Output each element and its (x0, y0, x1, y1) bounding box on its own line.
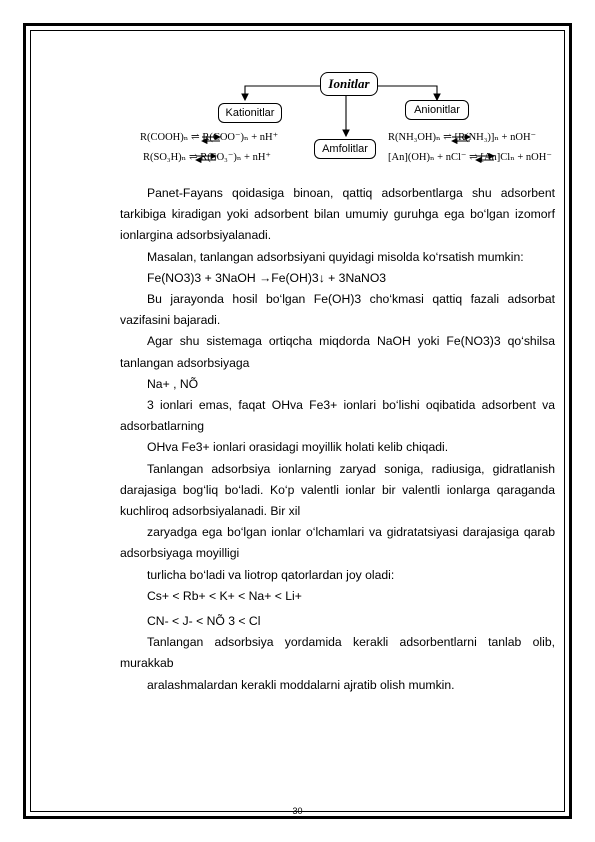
paragraph: Agar shu sistemaga ortiqcha miqdorda NaOH yoki Fe(NO3)3 qo‘shilsa tanlangan adsorbsiyaga (120, 334, 555, 370)
anionit-equation-1: R(NH₃OH)ₙ ⇌ [R(NH₃)]ₙ + nOH⁻ (388, 132, 537, 143)
equation: Fe(NO3)3 + 3NaOH →Fe(OH)3↓ + 3NaNO3 (147, 270, 387, 285)
paragraph: zaryadga ega bo‘lgan ionlar o‘lchamlari va gidratatsiyasi darajasiga qarab adsorbsiyaga moyilligi (120, 525, 555, 561)
paragraph: aralashmalardan kerakli moddalarni ajratib olish mumkin. (147, 677, 455, 692)
ionites-diagram (0, 0, 595, 180)
paragraph: 3 ionlari emas, faqat OHva Fe3+ ionlari bo‘lishi oqibatida adsorbent va adsorbatlarning (120, 398, 555, 434)
paragraph: Na+ , NÕ (147, 376, 199, 391)
ionitlar-box: Ionitlar (320, 72, 378, 96)
anionitlar-box: Anionitlar (405, 100, 469, 120)
lyotropic-series-anions: CN- < J- < NÕ 3 < Cl (147, 614, 261, 629)
paragraph: turlicha bo‘ladi va liotrop qatorlardan joy oladi: (147, 567, 395, 582)
kationitlar-box: Kationitlar (218, 103, 282, 123)
kationit-equation-1: R(COOH)ₙ ⇌ R(COO⁻)ₙ + nH⁺ (140, 132, 279, 143)
amfolitlar-box: Amfolitlar (314, 139, 376, 159)
page-number: 30 (292, 806, 303, 816)
kationit-equation-2: R(SO₃H)ₙ ⇌ R(SO₃⁻)ₙ + nH⁺ (143, 152, 271, 163)
paragraph: Masalan, tanlangan adsorbsiyani quyidagi misolda ko‘rsatish mumkin: (147, 249, 524, 264)
paragraph: Tanlangan adsorbsiya yordamida kerakli adsorbentlarni tanlab olib, murakkab (120, 635, 555, 671)
anionit-equation-2: [An](OH)ₙ + nCl⁻ ⇌ [An]Clₙ + nOH⁻ (388, 152, 552, 163)
paragraph: OHva Fe3+ ionlari orasidagi moyillik holati kelib chiqadi. (147, 440, 449, 455)
paragraph: Bu jarayonda hosil bo‘lgan Fe(OH)3 cho‘kmasi qattiq fazali adsorbat vazifasini bajaradi. (120, 292, 555, 328)
paragraph: Tanlangan adsorbsiya ionlarning zaryad soniga, radiusiga, gidratlanish darajasiga bog‘liq bo‘ladi. Ko‘p valentli ionlar bir valentli ionlarga qaraganda kuchliroq adsorbsiyalanadi. Bir xil (120, 461, 555, 519)
body-text (120, 183, 555, 696)
paragraph: Panet-Fayans qoidasiga binoan, qattiq adsorbentlarga shu adsorbent tarkibiga kiradigan yoki adsorbent bilan umumiy guruhga ega bo‘lgan izomorf ionlargina adsorbsiyalanadi. (120, 186, 555, 243)
lyotropic-series-cations: Cs+ < Rb+ < K+ < Na+ < Li+ (147, 588, 302, 603)
